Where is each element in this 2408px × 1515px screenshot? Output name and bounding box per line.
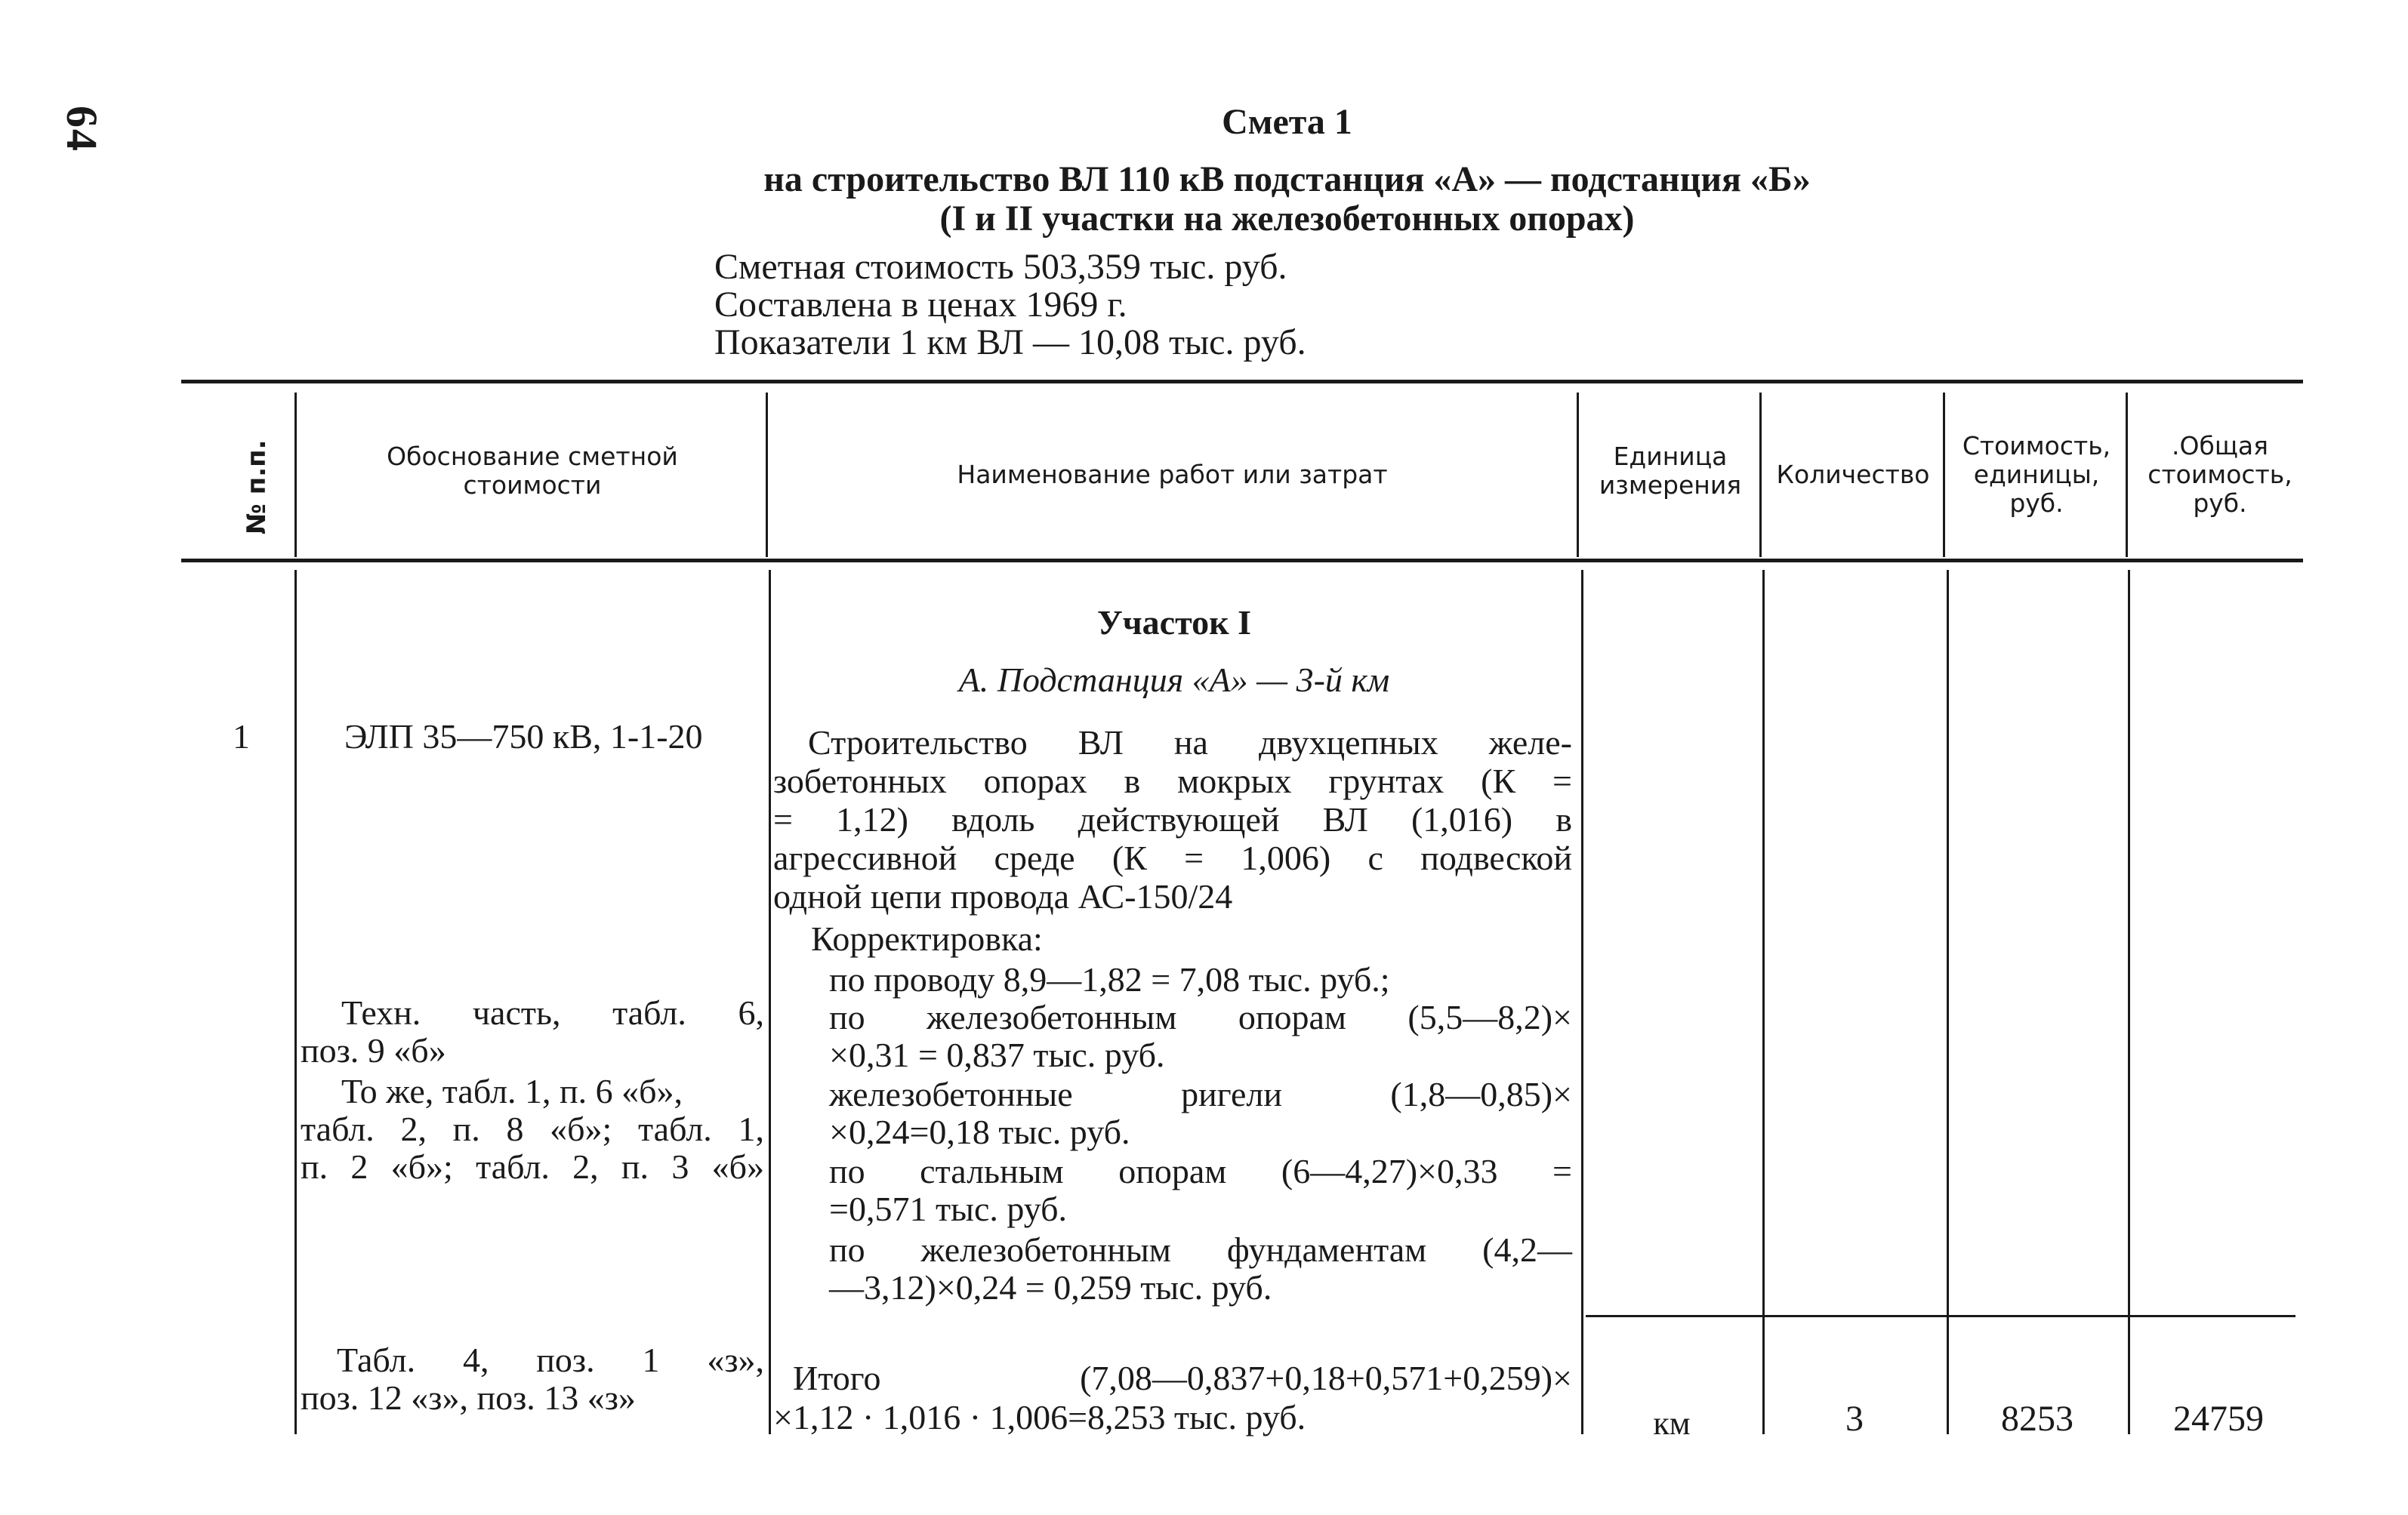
estimate-cost: Сметная стоимость 503,359 тыс. руб. [714,247,1287,287]
column-header-number: № п.п. [242,439,272,534]
basis-line: п. 2 «б»; табл. 2, п. 3 «б» [301,1147,764,1186]
correction-label: Корректировка: [811,919,1043,958]
basis-line: Техн. часть, табл. 6, [341,993,764,1032]
header-divider-2 [766,393,768,557]
document-title: Смета 1 [1222,102,1352,142]
body-divider-1 [294,570,297,1434]
description-line: одной цепи провода АС-150/24 [773,877,1233,916]
basis-line: поз. 9 «б» [301,1031,446,1070]
correction-line: по железобетонным опорам (5,5—8,2)× [829,998,1572,1036]
correction-line: ×0,24=0,18 тыс. руб. [829,1113,1130,1151]
column-header-unit: Единица измерения [1599,442,1742,500]
row-number: 1 [233,717,250,756]
total-line: ×1,12 · 1,016 · 1,006=8,253 тыс. руб. [773,1398,1306,1436]
correction-line: ×0,31 = 0,837 тыс. руб. [829,1036,1165,1074]
column-header-basis: Обоснование сметной стоимости [387,442,678,500]
total-line: Итого (7,08—0,837+0,18+0,571+0,259)× [793,1359,1572,1397]
table-subtotal-rule [1586,1315,2295,1317]
header-divider-3 [1577,393,1579,557]
description-line: = 1,12) вдоль действующей ВЛ (1,016) в [773,800,1572,839]
body-divider-5 [1947,570,1949,1434]
basis-line: поз. 12 «з», поз. 13 «з» [301,1378,636,1417]
correction-line: по стальным опорам (6—4,27)×0,33 = [829,1152,1572,1190]
body-divider-6 [2128,570,2130,1434]
column-header-total-cost: .Общая стоимость, руб. [2147,431,2292,518]
subsection-heading: А. Подстанция «А» — 3-й км [958,661,1390,699]
column-header-name: Наименование работ или затрат [957,460,1388,489]
document-subtitle-2: (I и II участки на железобетонных опорах) [939,199,1635,239]
column-header-unit-cost: Стоимость, единицы, руб. [1962,431,2111,518]
basis-line: То же, табл. 1, п. 6 «б», [341,1072,683,1110]
section-heading: Участок I [1096,603,1251,642]
table-top-rule [181,380,2303,383]
estimate-prices: Составлена в ценах 1969 г. [714,285,1127,325]
unit-value: км [1653,1405,1691,1442]
body-divider-3 [1581,570,1583,1434]
correction-line: по железобетонным фундаментам (4,2— [829,1230,1572,1269]
correction-line: =0,571 тыс. руб. [829,1190,1068,1228]
description-line: агрессивной среде (К = 1,006) с подвеской [773,839,1572,877]
correction-line: железобетонные ригели (1,8—0,85)× [829,1075,1572,1113]
quantity-value: 3 [1845,1399,1864,1439]
document-subtitle: на строительство ВЛ 110 кВ подстанция «А» — подстанция «Б» [763,159,1811,199]
table-header-rule [181,559,2303,562]
page-number: 64 [57,106,106,152]
estimate-indicator: Показатели 1 км ВЛ — 10,08 тыс. руб. [714,322,1306,362]
header-divider-4 [1759,393,1762,557]
basis-line: Табл. 4, поз. 1 «з», [337,1341,764,1379]
column-header-quantity: Количество [1776,460,1930,489]
description-line: зобетонных опорах в мокрых грунтах (К = [773,762,1572,800]
description-line: Строительство ВЛ на двухцепных желе- [808,723,1572,762]
row-basis: ЭЛП 35—750 кВ, 1-1-20 [344,717,703,756]
header-divider-1 [294,393,297,557]
total-cost-value: 24759 [2173,1399,2264,1439]
basis-line: табл. 2, п. 8 «б»; табл. 1, [301,1110,764,1148]
unit-cost-value: 8253 [2001,1399,2073,1439]
correction-line: по проводу 8,9—1,82 = 7,08 тыс. руб.; [829,960,1390,999]
correction-line: —3,12)×0,24 = 0,259 тыс. руб. [829,1268,1272,1307]
body-divider-4 [1762,570,1765,1434]
